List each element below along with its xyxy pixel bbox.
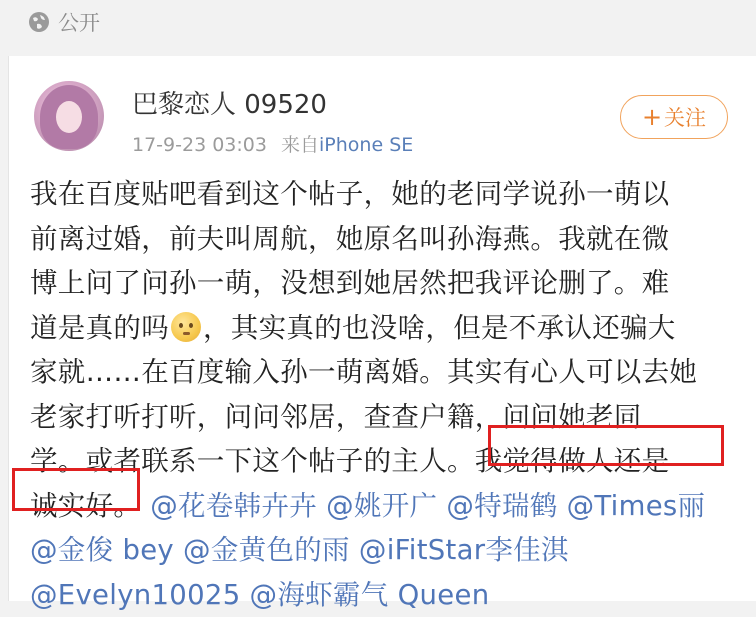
post-text: 道是真的吗	[30, 312, 169, 344]
mention-link[interactable]: @iFitStar李佳淇	[359, 534, 569, 566]
post-line: 前离过婚，前夫叫周航，她原名叫孙海燕。我就在微	[30, 217, 734, 262]
thinking-face-icon	[171, 312, 201, 342]
post-line: 老家打听打听，问问邻居，查查户籍，问问她老同	[30, 395, 734, 440]
post-text: ，其实真的也没啥，但是不承认还骗大	[203, 312, 676, 344]
post-line: 博上问了问孙一萌，没想到她居然把我评论删了。难	[30, 261, 734, 306]
plus-icon: +	[642, 103, 662, 131]
post-text: 诚实好。	[30, 490, 141, 522]
highlight-box	[12, 468, 140, 511]
mention-link[interactable]: @姚开广	[326, 490, 437, 522]
mention-link[interactable]: @金俊 bey	[30, 534, 174, 566]
mention-link[interactable]: @花卷韩卉卉	[150, 490, 317, 522]
post-source[interactable]: iPhone SE	[319, 134, 413, 156]
follow-button[interactable]	[620, 95, 728, 139]
author-name[interactable]: 巴黎恋人 09520	[132, 88, 327, 122]
mention-link[interactable]: @海虾霸气 Queen	[250, 579, 490, 611]
globe-icon	[28, 11, 50, 33]
post-line	[30, 528, 734, 573]
visibility-bar	[0, 0, 756, 46]
visibility-label: 公开	[58, 9, 100, 37]
source-prefix: 来自	[281, 134, 319, 156]
post-body	[30, 172, 734, 617]
mention-link[interactable]: @特瑞鹤	[446, 490, 557, 522]
post-meta	[132, 132, 413, 158]
post-line	[30, 573, 734, 617]
mention-link[interactable]: @金黄色的雨	[183, 534, 350, 566]
mention-link[interactable]: @Evelyn10025	[30, 579, 241, 611]
post-line: 学。或者联系一下这个帖子的主人。我觉得做人还是	[30, 439, 734, 484]
mention-link[interactable]: @Times丽	[567, 490, 706, 522]
follow-label: 关注	[664, 102, 706, 132]
post-line: 家就……在百度输入孙一萌离婚。其实有心人可以去她	[30, 350, 734, 395]
post-line	[30, 306, 734, 351]
post-timestamp: 17-9-23 03:03	[132, 134, 267, 156]
highlight-box	[488, 425, 724, 466]
avatar[interactable]	[34, 81, 104, 151]
post-line: 我在百度贴吧看到这个帖子，她的老同学说孙一萌以	[30, 172, 734, 217]
